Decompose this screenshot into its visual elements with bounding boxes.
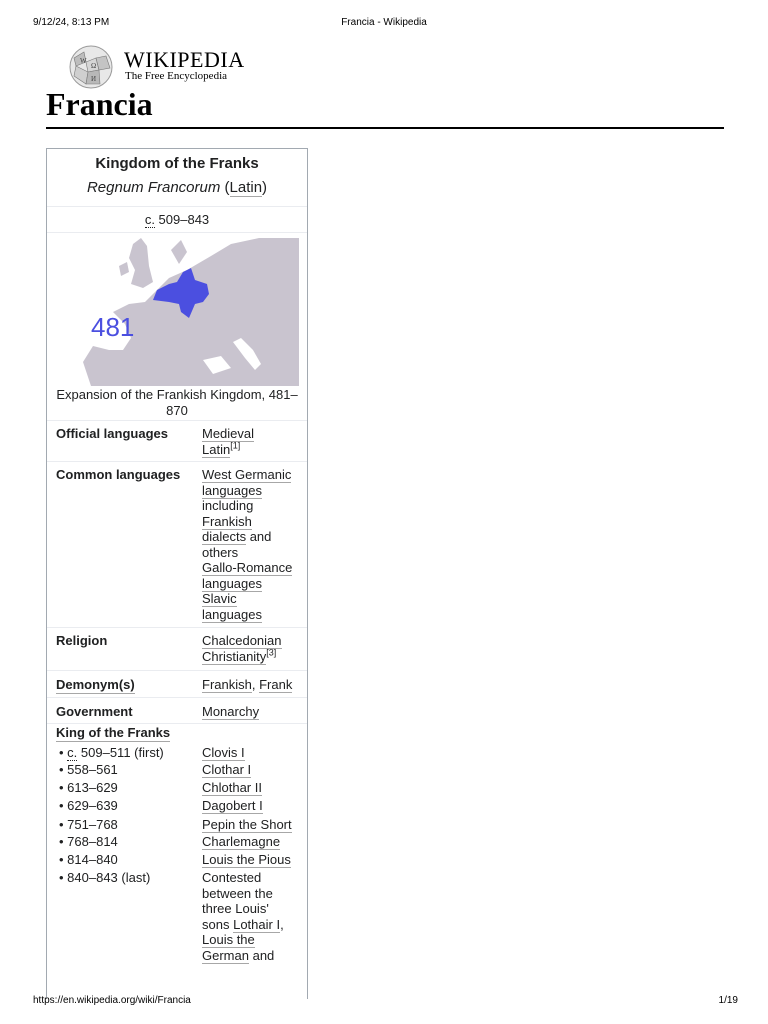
king-4 <box>202 798 302 814</box>
ref-1-link[interactable]: [1] <box>230 440 241 451</box>
clothar-link[interactable]: Clothar I <box>202 762 252 777</box>
demonym-label[interactable]: Demonym(s) <box>56 677 135 692</box>
lothair-link[interactable]: Lothair I <box>233 916 281 932</box>
svg-text:Ω: Ω <box>91 62 97 70</box>
government-value <box>202 704 302 720</box>
native-lang-open: ( <box>220 179 230 196</box>
louis-german-link[interactable]: Louis the <box>202 932 255 947</box>
reign-1-circa[interactable]: c. <box>67 745 78 760</box>
dagobert-link[interactable]: Dagobert I <box>202 798 263 813</box>
contested-and: and <box>252 947 275 963</box>
latin-link[interactable]: Latin <box>229 179 263 196</box>
official-languages-value <box>202 426 302 457</box>
contested-text-4: sons <box>202 916 230 932</box>
demonym-sep: , <box>251 677 260 692</box>
row-king-of-the-franks <box>47 723 307 1000</box>
reign-2-dates: 558–561 <box>67 762 118 777</box>
reign-8-bullet: • <box>59 870 68 885</box>
reign-5-dates: 751–768 <box>67 817 118 832</box>
king-1 <box>202 745 302 761</box>
pepin-link[interactable]: Pepin the Short <box>202 817 292 832</box>
infobox-date <box>47 207 307 233</box>
louis-german-link-2[interactable]: German <box>202 947 249 963</box>
louis-pious-link[interactable]: Louis the Pious <box>202 852 291 867</box>
christianity-link[interactable]: Christianity <box>202 648 267 664</box>
clovis-link[interactable]: Clovis I <box>202 745 245 760</box>
chlothar-link[interactable]: Chlothar II <box>202 780 262 795</box>
ref-3-link[interactable]: [3] <box>266 647 277 658</box>
medieval-latin-link-2[interactable]: Latin <box>202 441 231 457</box>
print-date: 9/12/24, 8:13 PM <box>33 17 110 28</box>
print-header <box>0 17 768 31</box>
print-url[interactable]: https://en.wikipedia.org/wiki/Francia <box>33 995 191 1006</box>
charlemagne-link[interactable]: Charlemagne <box>202 834 281 849</box>
svg-text:W: W <box>80 57 87 65</box>
contested-text-2: between the <box>202 885 273 901</box>
row-government <box>47 697 307 723</box>
frankish-dialects-link[interactable]: Frankish <box>202 513 252 529</box>
infobox <box>46 148 308 999</box>
government-label: Government <box>56 704 133 719</box>
native-name-text: Regnum Francorum <box>86 179 221 196</box>
contested-text-1: Contested <box>202 870 262 885</box>
circa-abbr[interactable]: c. <box>144 212 155 227</box>
contested-text-3: three Louis' <box>202 901 269 916</box>
reign-2 <box>59 762 118 778</box>
religion-value <box>202 633 302 664</box>
chalcedonian-link[interactable]: Chalcedonian <box>202 633 282 648</box>
reign-1-dates: 509–511 (first) <box>77 745 164 760</box>
king-8 <box>202 870 302 963</box>
reign-5-bullet: • <box>59 817 68 832</box>
reign-3-bullet: • <box>59 780 68 795</box>
map-year-label: 481 <box>91 312 135 342</box>
reign-8 <box>59 870 150 886</box>
wikipedia-logo[interactable] <box>66 44 256 90</box>
row-demonym <box>47 670 307 697</box>
wikipedia-tagline: The Free Encyclopedia <box>125 70 228 82</box>
page-title: Francia <box>46 86 153 122</box>
frankish-link[interactable]: Frankish <box>202 677 252 692</box>
official-languages-label: Official languages <box>56 426 168 441</box>
print-page-number: 1/19 <box>718 995 738 1006</box>
reign-3 <box>59 780 118 796</box>
slavic-languages-link-2[interactable]: languages <box>202 606 262 622</box>
reign-5 <box>59 817 118 833</box>
medieval-latin-link-1[interactable]: Medieval <box>202 426 255 441</box>
king-5 <box>202 817 302 833</box>
reign-6-bullet: • <box>59 834 68 849</box>
reign-1 <box>59 745 164 761</box>
monarchy-link[interactable]: Monarchy <box>202 704 260 719</box>
common-languages-value <box>202 467 302 622</box>
infobox-caption <box>47 149 307 207</box>
date-range: 509–843 <box>154 212 210 227</box>
including-text: including <box>202 498 254 513</box>
wikipedia-globe-icon <box>66 44 116 90</box>
title-divider <box>46 127 724 129</box>
king-2 <box>202 762 302 778</box>
slavic-languages-link[interactable]: Slavic <box>202 591 237 606</box>
gallo-romance-link-2[interactable]: languages <box>202 575 262 591</box>
wikipedia-wordmark: WIKIPEDIA <box>124 47 245 72</box>
row-common-languages <box>47 461 307 627</box>
svg-text:И: И <box>91 75 97 83</box>
reign-6-dates: 768–814 <box>67 834 118 849</box>
frank-link[interactable]: Frank <box>259 677 293 692</box>
row-official-languages <box>47 420 307 461</box>
native-lang-close: ) <box>262 179 268 196</box>
print-page-title: Francia - Wikipedia <box>341 17 427 28</box>
contested-comma: , <box>280 916 284 932</box>
gallo-romance-link[interactable]: Gallo-Romance <box>202 560 293 575</box>
king-header-link[interactable]: King of the Franks <box>56 725 171 740</box>
reign-2-bullet: • <box>59 762 68 777</box>
reign-6 <box>59 834 118 850</box>
reign-7 <box>59 852 118 868</box>
reign-4-dates: 629–639 <box>67 798 118 813</box>
king-3 <box>202 780 302 796</box>
reign-4 <box>59 798 118 814</box>
common-languages-label: Common languages <box>56 467 181 482</box>
infobox-name: Kingdom of the Franks <box>95 155 259 172</box>
reign-7-dates: 814–840 <box>67 852 118 867</box>
reign-8-dates: 840–843 (last) <box>67 870 151 885</box>
frankish-expansion-map[interactable] <box>83 238 299 386</box>
infobox-native-name <box>47 180 307 196</box>
demonym-value <box>202 677 302 693</box>
reign-4-bullet: • <box>59 798 68 813</box>
others-text: others <box>202 544 239 560</box>
west-germanic-link-2[interactable]: languages <box>202 482 262 498</box>
frankish-dialects-link-2[interactable]: dialects <box>202 529 247 544</box>
reign-1-bullet: • <box>59 745 68 760</box>
map-caption: Expansion of the Frankish Kingdom, 481–870 <box>56 387 298 418</box>
west-germanic-link[interactable]: West Germanic <box>202 467 292 482</box>
row-religion <box>47 627 307 670</box>
and-text: and <box>249 529 272 544</box>
king-7 <box>202 852 302 868</box>
reign-3-dates: 613–629 <box>67 780 118 795</box>
king-6 <box>202 834 302 850</box>
religion-label: Religion <box>56 633 108 648</box>
reign-7-bullet: • <box>59 852 68 867</box>
